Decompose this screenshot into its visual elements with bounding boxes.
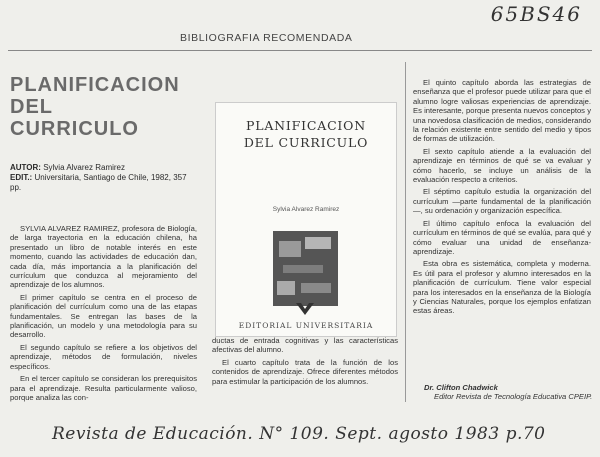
column-separator (405, 62, 406, 402)
review-signature (424, 383, 594, 401)
paragraph: El séptimo capítulo estudia la organización del currículum —parte fundamental de la planificación—, su ordenación y organización específica. (413, 187, 591, 216)
book-cover-publisher: EDITORIAL UNIVERSITARIA (238, 321, 374, 330)
book-credits (10, 163, 195, 193)
right-column (413, 78, 591, 319)
article-title (10, 74, 180, 140)
section-header: BIBLIOGRAFIA RECOMENDADA (180, 32, 353, 44)
handwritten-citation: Revista de Educación. N° 109. Sept. agosto 1983 p.70 (52, 424, 546, 444)
handwritten-code: 65BS46 (490, 2, 582, 26)
paragraph: ductas de entrada cognitivas y las características afectivas del alumno. (212, 336, 398, 355)
paragraph: En el tercer capítulo se consideran los prerequisitos para el aprendizaje. Resulta particularmente valioso, porque analiza las con- (10, 374, 197, 402)
paragraph: SYLVIA ALVAREZ RAMIREZ, profesora de Biología, de larga trayectoria en la educación chilena, ha presentado un libro de notable interés en este momento, cuando las actividades de educación dan, cada día, más importancia a la planificación del currículum que conduzca al mejoramiento del aprendizaje de los alumnos. (10, 224, 197, 290)
left-column (10, 224, 197, 405)
book-cover-image (215, 102, 397, 337)
paragraph: El quinto capítulo aborda las estrategias de enseñanza que el profesor puede utilizar para que el alumno logre valiosas experiencias de aprendizaje. Es interesante, porque presenta nuevos conceptos y una novedosa clasificación de medios, considerando la relación existente entre sentido del medio y tipos de formas de utilización. (413, 78, 591, 144)
signature-role: Editor Revista de Tecnología Educativa CPEIP. (434, 392, 593, 402)
publisher-logo-icon (294, 301, 316, 317)
signature-name: Dr. Clifton Chadwick (424, 383, 498, 392)
edit-label: EDIT.: (10, 173, 33, 182)
paragraph: Esta obra es sistemática, completa y moderna. Es útil para el profesor y alumno interesados en la planificación de currículum. Tiene valor especial para los interesados en la enseñanza de la Biología y Ciencias Naturales, porque los ejemplos enfatizan estas áreas. (413, 259, 591, 316)
book-title-line: PLANIFICACION (246, 118, 366, 133)
paragraph: El cuarto capítulo trata de la función de los contenidos de aprendizaje. Ofrece diferentes métodos para estimular la participación de los alumnos. (212, 357, 398, 386)
book-title-line: DEL CURRICULO (243, 135, 369, 150)
paragraph: El último capítulo enfoca la evaluación del currículum en términos de qué se evalúa, para qué y cómo evaluar una unidad de enseñanza-aprendizaje. (413, 218, 591, 256)
middle-column (212, 336, 398, 389)
edit-value: Universitaria, Santiago de Chile, 1982, 357 pp. (10, 173, 187, 192)
title-line: CURRICULO (10, 118, 139, 140)
autor-label: AUTOR: (10, 163, 41, 172)
title-line: PLANIFICACION (10, 74, 180, 96)
paragraph: El sexto capítulo atiende a la evaluación del aprendizaje en términos de qué se va evaluar y cómo hacerlo, se incluye un análisis de la evaluación respecto a criterios. (413, 146, 591, 185)
paragraph: El segundo capítulo se refiere a los objetivos del aprendizaje, métodos de formulación, niveles específicos. (10, 342, 197, 371)
book-cover-author: Sylvia Alvarez Ramirez (272, 206, 340, 213)
paragraph: El primer capítulo se centra en el proceso de planificación del currículum como una de las etapas fundamentales. Se entregan las bases de la planificación, un modelo y una metodología para su desarrollo. (10, 292, 197, 340)
cover-photo (273, 231, 338, 306)
title-line: DEL (10, 96, 53, 118)
autor-value: Sylvia Alvarez Ramirez (40, 163, 125, 172)
book-cover-title (216, 117, 396, 151)
header-rule (8, 50, 592, 51)
